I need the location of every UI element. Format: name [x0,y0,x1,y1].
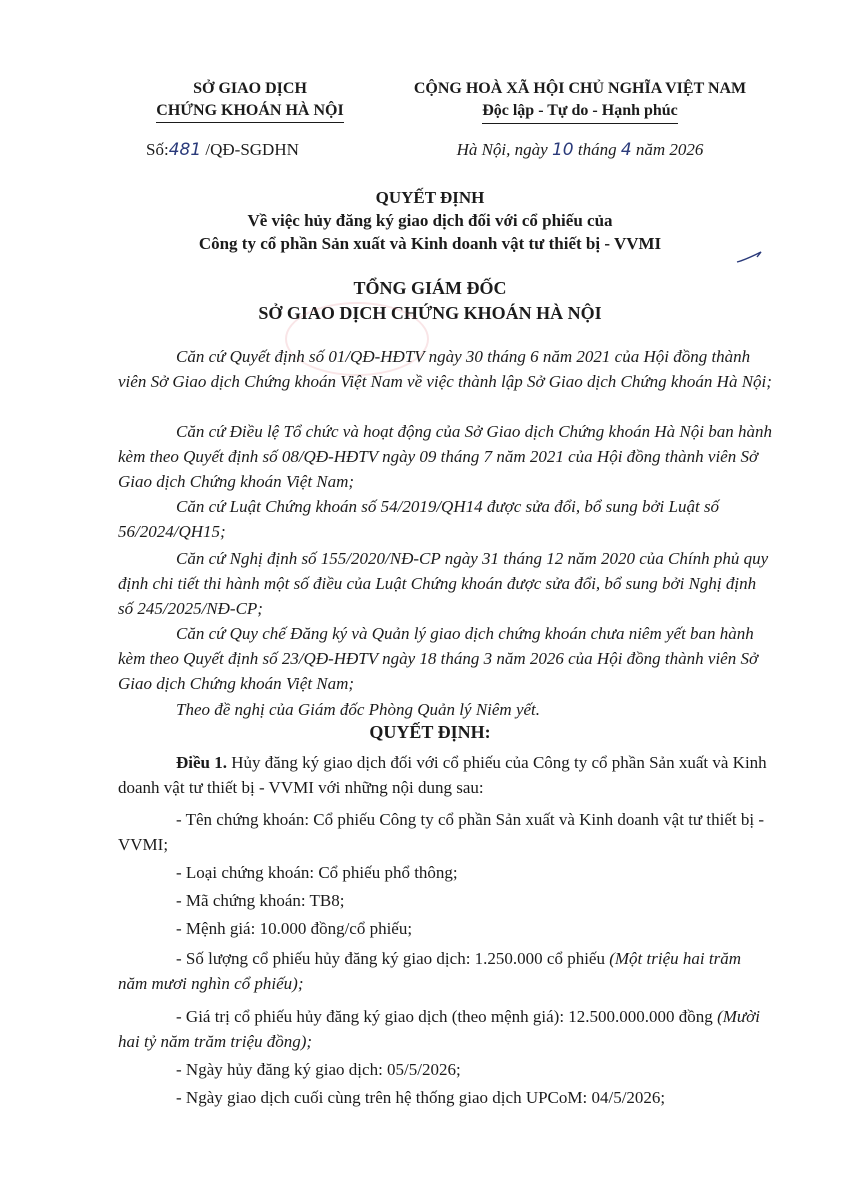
item-cancel-date: - Ngày hủy đăng ký giao dịch: 05/5/2026; [176,1060,461,1079]
item-security-type: - Loại chứng khoán: Cổ phiếu phổ thông; [176,863,458,882]
basis-3: Căn cứ Luật Chứng khoán số 54/2019/QH14 được sửa đổi, bổ sung bởi Luật số 56/2024/QH15; [118,497,720,541]
decision-heading: QUYẾT ĐỊNH: [369,722,491,742]
issuer-line1: SỞ GIAO DỊCH [193,80,307,97]
document-number: Số:481 /QĐ-SGDHN [146,140,299,160]
national-motto: Độc lập - Tự do - Hạnh phúc [482,100,678,124]
decision-title: QUYẾT ĐỊNH Về việc hủy đăng ký giao dịch đối với cổ phiếu của Công ty cổ phần Sản xuất và Kinh doanh vật tư thiết bị - VVMI [198,188,662,253]
handwritten-month: 4 [620,140,632,160]
issuer-line2: CHỨNG KHOÁN HÀ NỘI [156,100,343,123]
handwritten-tick-icon [735,248,763,266]
handwritten-number: 481 [168,140,202,160]
basis-2: Căn cứ Điều lệ Tổ chức và hoạt động của Sở Giao dịch Chứng khoán Hà Nội ban hành kèm theo Quyết định số 08/QĐ-HĐTV ngày 09 tháng 7 năm 2021 của Hội đồng thành viên Sở Giao dịch Chứng khoán Việt Nam; [118,422,772,491]
item-security-code: - Mã chứng khoán: TB8; [176,891,345,910]
authority-title: TỔNG GIÁM ĐỐC SỞ GIAO DỊCH CHỨNG KHOÁN HÀ NỘI [258,278,602,323]
issuer-header [120,78,380,123]
item-quantity: - Số lượng cổ phiếu hủy đăng ký giao dịch: 1.250.000 cổ phiếu (Một triệu hai trăm năm mươi nghìn cổ phiếu); [118,949,741,993]
national-title: CỘNG HOÀ XÃ HỘI CHỦ NGHĨA VIỆT NAM [413,80,747,97]
basis-1: Căn cứ Quyết định số 01/QĐ-HĐTV ngày 30 tháng 6 năm 2021 của Hội đồng thành viên Sở Giao dịch Chứng khoán Việt Nam về việc thành lập Sở Giao dịch Chứng khoán Hà Nội; [118,347,772,391]
item-security-name: - Tên chứng khoán: Cổ phiếu Công ty cổ phần Sản xuất và Kinh doanh vật tư thiết bị - VVMI; [118,810,764,854]
issue-date: Hà Nội, ngày 10 tháng 4 năm 2026 [456,140,704,160]
handwritten-day: 10 [551,140,574,160]
item-last-trading-date: - Ngày giao dịch cuối cùng trên hệ thống giao dịch UPCoM: 04/5/2026; [176,1088,666,1107]
basis-6: Theo đề nghị của Giám đốc Phòng Quản lý Niêm yết. [176,700,541,719]
basis-5: Căn cứ Quy chế Đăng ký và Quản lý giao dịch chứng khoán chưa niêm yết ban hành kèm theo Quyết định số 23/QĐ-HĐTV ngày 18 tháng 3 năm 2026 của Hội đồng thành viên Sở Giao dịch Chứng khoán Việt Nam; [118,624,759,693]
article-1: Điều 1. Hủy đăng ký giao dịch đối với cổ phiếu của Công ty cổ phần Sản xuất và Kinh doanh vật tư thiết bị - VVMI với những nội dung sau: [118,753,767,797]
basis-4: Căn cứ Nghị định số 155/2020/NĐ-CP ngày 31 tháng 12 năm 2020 của Chính phủ quy định chi tiết thi hành một số điều của Luật Chứng khoán được sửa đổi, bổ sung bởi Nghị định số 245/2025/NĐ-CP; [118,549,769,618]
item-value: - Giá trị cổ phiếu hủy đăng ký giao dịch (theo mệnh giá): 12.500.000.000 đồng (Mười hai tỷ năm trăm triệu đồng); [118,1007,760,1051]
national-header [380,78,780,124]
item-par-value: - Mệnh giá: 10.000 đồng/cổ phiếu; [176,919,413,938]
